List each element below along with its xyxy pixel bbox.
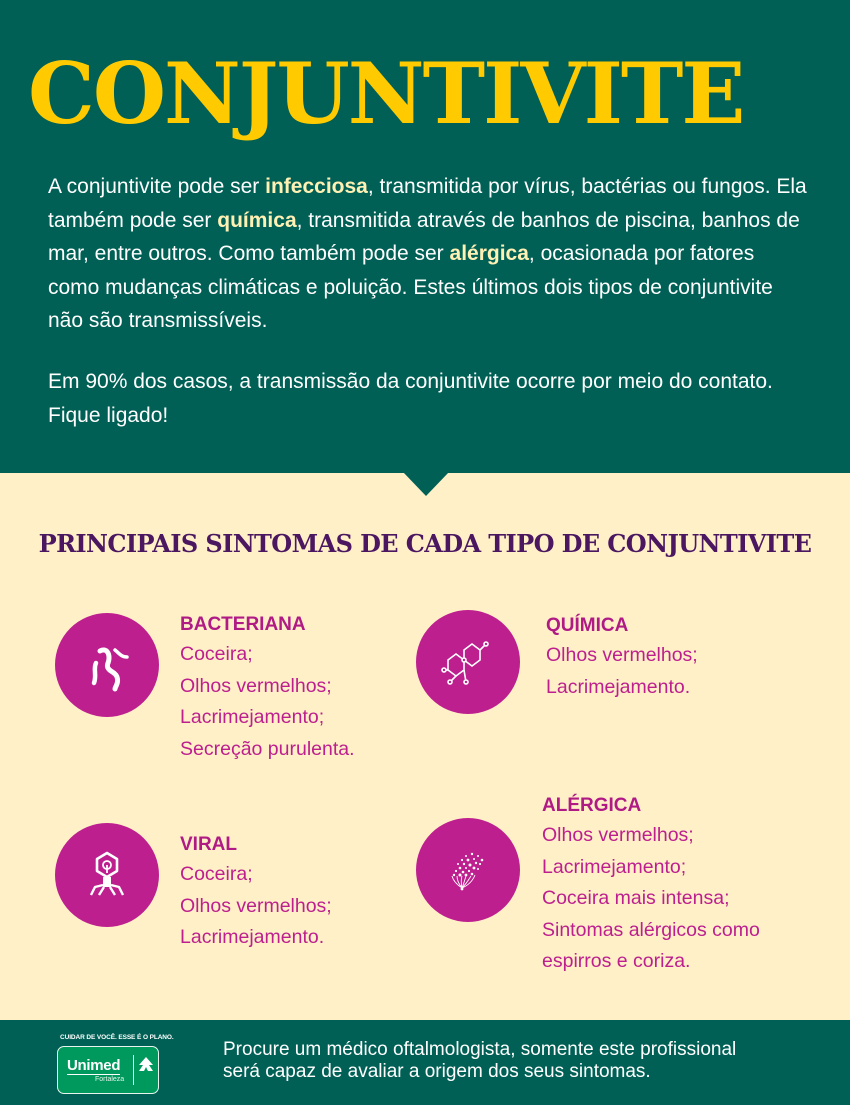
virus-icon xyxy=(55,823,159,927)
symptom: Coceira mais intensa; xyxy=(542,887,730,909)
symptom: Olhos vermelhos; xyxy=(542,824,694,846)
unimed-tree-icon xyxy=(137,1056,155,1072)
intro-text: , ocasionada por fatores como mudanças climáticas e poluição. Estes últimos dois tipos de conjuntivite não são transmissíveis. xyxy=(48,242,773,332)
section-title: PRINCIPAIS SINTOMAS DE CADA TIPO DE CONJUNTIVITE xyxy=(38,529,812,558)
symptom: Olhos vermelhos; xyxy=(180,674,332,697)
symptom: Coceira; xyxy=(180,643,253,665)
type-bacteriana xyxy=(180,611,355,765)
pointer-arrow xyxy=(403,472,449,496)
type-name: VIRAL xyxy=(180,834,237,855)
logo-divider xyxy=(133,1055,134,1085)
symptom: Lacrimejamento. xyxy=(180,926,325,948)
symptom: Coceira; xyxy=(180,863,253,885)
intro-text: , transmitida através de banhos de piscina, banhos de mar, entre outros. Como também pode ser xyxy=(48,208,800,265)
intro-text: A conjuntivite pode ser xyxy=(48,175,266,198)
symptom: Olhos vermelhos; xyxy=(546,644,698,666)
transmission-paragraph: Em 90% dos casos, a transmissão da conjuntivite ocorre por meio do contato. Fique ligado! xyxy=(48,370,773,427)
type-quimica xyxy=(546,612,698,703)
symptom: Lacrimejamento; xyxy=(542,855,687,878)
type-viral xyxy=(180,831,332,954)
footer-message-line: Procure um médico oftalmologista, somente este profissional xyxy=(223,1039,737,1060)
symptom: Lacrimejamento; xyxy=(180,706,325,728)
type-name: ALÉRGICA xyxy=(542,795,642,816)
type-name: BACTERIANA xyxy=(180,614,306,635)
highlight-quimica: química xyxy=(217,208,297,232)
intro-paragraph xyxy=(48,170,808,338)
page-title: CONJUNTIVITE xyxy=(28,44,744,143)
bacteria-icon xyxy=(55,613,159,717)
brand-slogan: CUIDAR DE VOCÊ. ESSE É O PLANO. xyxy=(60,1034,174,1041)
footer-message xyxy=(223,1039,823,1083)
footer-message-line: será capaz de avaliar a origem dos seus sintomas. xyxy=(223,1061,651,1082)
type-alergica xyxy=(542,792,760,978)
unimed-logo xyxy=(57,1046,159,1094)
type-name: QUÍMICA xyxy=(546,615,629,636)
symptom: Secreção purulenta. xyxy=(180,737,355,760)
highlight-infecciosa: infecciosa xyxy=(265,175,368,198)
pollen-icon xyxy=(416,818,520,922)
highlight-alergica: alérgica xyxy=(449,242,529,265)
logo-name: Unimed xyxy=(67,1057,121,1074)
intro-text: , transmitida por vírus, bactérias ou fungos. Ela também pode ser xyxy=(48,175,807,232)
symptom: espirros e coriza. xyxy=(542,950,691,972)
molecule-icon xyxy=(416,610,520,714)
logo-city: Fortaleza xyxy=(95,1076,125,1083)
symptom: Olhos vermelhos; xyxy=(180,894,332,917)
symptom: Sintomas alérgicos como xyxy=(542,918,760,941)
symptom: Lacrimejamento. xyxy=(546,675,691,698)
